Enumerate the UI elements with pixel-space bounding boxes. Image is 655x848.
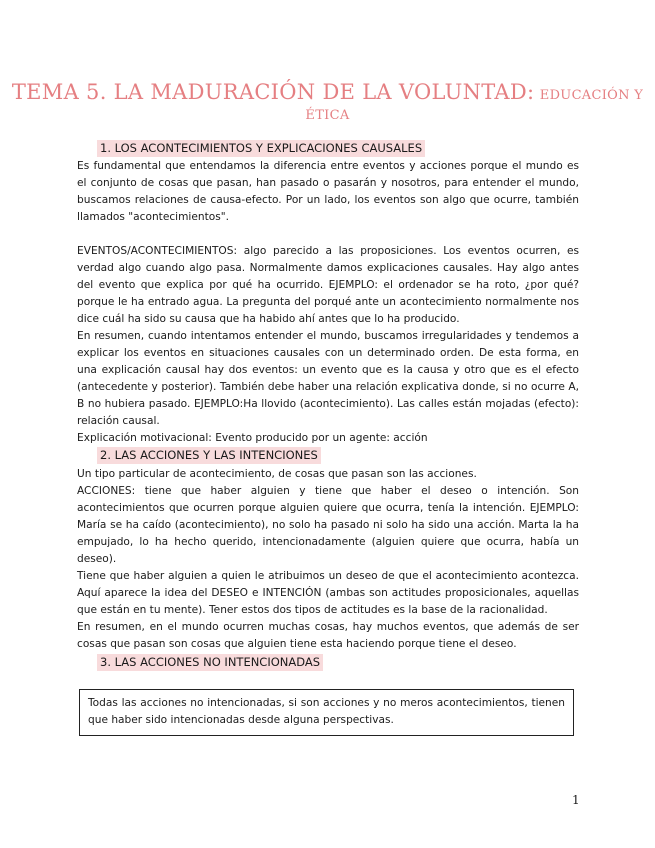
page-number: 1 <box>572 793 580 807</box>
paragraph: ACCIONES: tiene que haber alguien y tiene que haber el deseo o intención. Son acontecimientos que ocurren porque alguien quiere que ocurra, tenía la intención. EJEMPLO: María se ha caído (acontecimiento), no solo ha pasado ni solo ha sido una acción. Marta la ha empujado, lo ha hecho querido, intencionadamente (alguien quiere que ocurra, había un deseo). <box>77 485 579 565</box>
title-sub: EDUCACIÓN Y ÉTICA <box>305 88 644 123</box>
paragraph: Explicación motivacional: Evento producido por un agente: acción <box>77 432 428 444</box>
paragraph: Tiene que haber alguien a quien le atribuimos un deseo de que el acontecimiento acontezca. Aquí aparece la idea del DESEO e INTENCIÓN (ambas son actitudes proposicionales, aquellas que están en tu mente). Tener estos dos tipos de actitudes es la base de la racionalidad. <box>77 570 579 616</box>
section-1-body <box>77 158 579 447</box>
paragraph: EVENTOS/ACONTECIMIENTOS: algo parecido a las proposiciones. Los eventos ocurren, es verdad algo cuando algo pasa. Normalmente damos explicaciones causales. Hay algo antes del evento que explica por qué ha ocurrido. EJEMPLO: el ordenador se ha roto, ¿por qué? porque le ha entrado agua. La pregunta del porqué ante un acontecimiento normalmente nos dice cuál ha sido su causa que ha habido ahí antes que lo ha producido. <box>77 245 579 325</box>
title-main: TEMA 5. LA MADURACIÓN DE LA VOLUNTAD: <box>11 80 535 104</box>
page-title <box>0 80 655 123</box>
paragraph: Es fundamental que entendamos la diferencia entre eventos y acciones porque el mundo es el conjunto de cosas que pasan, han pasado o pasarán y nosotros, para entender el mundo, buscamos relaciones de causa-efecto. Por un lado, los eventos son algo que ocurre, también llamados "acontecimientos". <box>77 160 579 223</box>
section-3-heading: 3. LAS ACCIONES NO INTENCIONADAS <box>97 654 323 671</box>
paragraph: En resumen, cuando intentamos entender el mundo, buscamos irregularidades y tendemos a explicar los eventos en situaciones causales con un determinado orden. De esta forma, en una explicación causal hay dos eventos: un evento que es la causa y otro que es el efecto (antecedente y posterior). También debe haber una relación explicativa donde, si no ocurre A, B no hubiera pasado. EJEMPLO:Ha llovido (acontecimiento). Las calles están mojadas (efecto): relación causal. <box>77 330 579 427</box>
section-1-heading: 1. LOS ACONTECIMIENTOS Y EXPLICACIONES CAUSALES <box>97 140 425 157</box>
paragraph: En resumen, en el mundo ocurren muchas cosas, hay muchos eventos, que además de ser cosas que pasan son cosas que alguien tiene esta haciendo porque tiene el deseo. <box>77 621 579 650</box>
boxed-note: Todas las acciones no intencionadas, si son acciones y no meros acontecimientos, tienen que haber sido intencionadas desde alguna perspectivas. <box>79 689 574 736</box>
section-2-body <box>77 466 579 653</box>
section-2-heading: 2. LAS ACCIONES Y LAS INTENCIONES <box>97 447 321 464</box>
paragraph: Un tipo particular de acontecimiento, de cosas que pasan son las acciones. <box>77 468 477 480</box>
